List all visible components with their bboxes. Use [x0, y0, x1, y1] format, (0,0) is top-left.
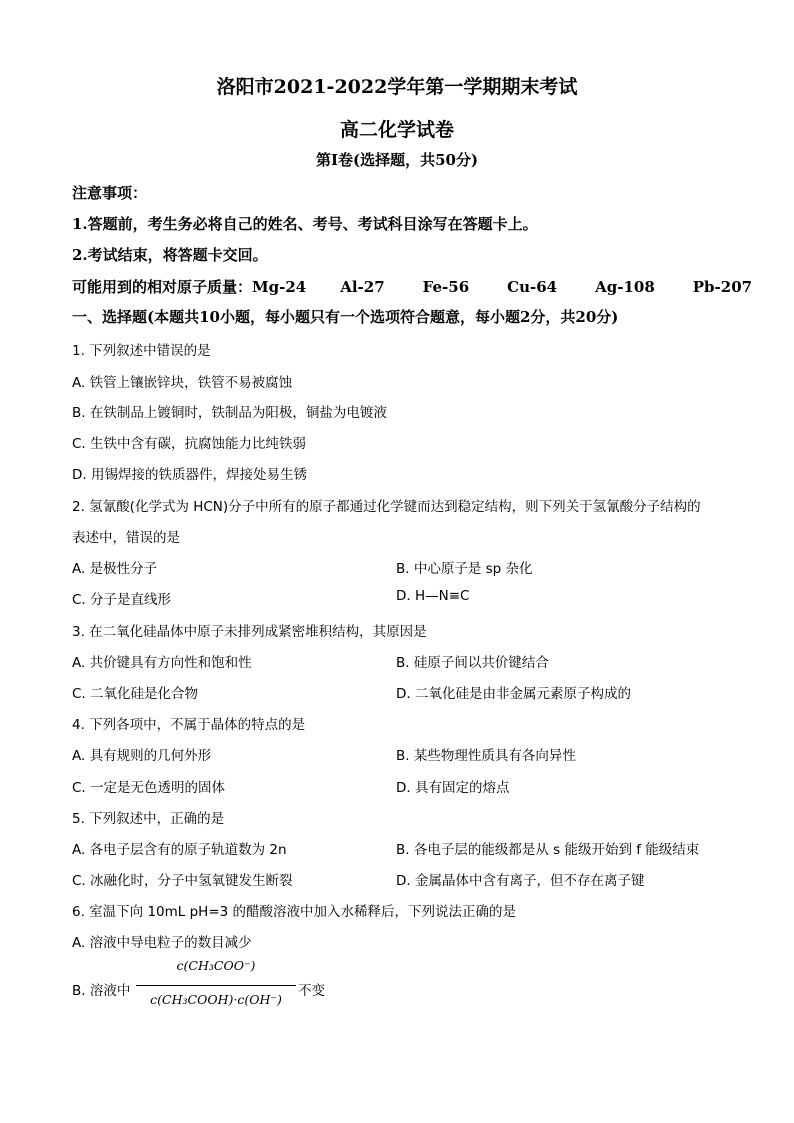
atomic-mass-value: Al-27	[340, 278, 385, 296]
question-4-option-b: B. 某些物理性质具有各向异性	[396, 748, 576, 764]
question-5-option-b: B. 各电子层的能级都是从 s 能级开始到 f 能级结束	[396, 842, 700, 858]
question-3-option-a: A. 共价键具有方向性和饱和性	[72, 655, 252, 671]
question-3-option-c: C. 二氧化硅是化合物	[72, 686, 199, 702]
question-1-option-d: D. 用锡焊接的铁质器件，焊接处易生锈	[72, 467, 307, 483]
notes-heading: 注意事项：	[72, 184, 148, 202]
question-2-option-b: B. 中心原子是 sp 杂化	[396, 561, 533, 577]
exam-title: 洛阳市2021-2022学年第一学期期末考试	[216, 76, 578, 98]
fraction-numerator: c(CH₃COO⁻)	[176, 958, 256, 973]
fraction-denominator: c(CH₃COOH)·c(OH⁻)	[150, 992, 282, 1007]
atomic-mass-value: Mg-24	[252, 278, 307, 296]
question-6-option-b-suffix: 不变	[298, 983, 325, 999]
notes-item-1: 1.答题前，考生务必将自己的姓名、考号、考试科目涂写在答题卡上。	[72, 215, 538, 233]
question-5-stem: 5. 下列叙述中，正确的是	[72, 811, 225, 827]
fraction-bar	[136, 985, 296, 986]
atomic-mass-value: Cu-64	[507, 278, 558, 296]
part1-heading: 一、选择题(本题共10小题，每小题只有一个选项符合题意，每小题2分，共20分)	[72, 308, 619, 326]
question-2-stem: 2. 氢氰酸(化学式为 HCN)分子中所有的原子都通过化学键而达到稳定结构，则下列关于氢氰酸分子结构的	[72, 499, 701, 515]
question-3-option-d: D. 二氧化硅是由非金属元素原子构成的	[396, 686, 631, 702]
exam-subtitle: 高二化学试卷	[339, 119, 454, 141]
atomic-mass-row	[72, 276, 752, 297]
question-2-option-a: A. 是极性分子	[72, 561, 158, 577]
question-5-option-d: D. 金属晶体中含有离子，但不存在离子键	[396, 873, 645, 889]
question-1-option-a: A. 铁管上镶嵌锌块，铁管不易被腐蚀	[72, 375, 293, 391]
fraction-expression	[136, 958, 296, 1016]
question-5-option-c: C. 冰融化时，分子中氢氧键发生断裂	[72, 873, 293, 889]
question-5-option-a: A. 各电子层含有的原子轨道数为 2n	[72, 842, 287, 858]
question-2-option-d: D. H—N≡C	[396, 588, 470, 604]
atomic-mass-value: Ag-108	[595, 278, 655, 296]
question-6-option-b-prefix: B. 溶液中	[72, 983, 131, 999]
atomic-mass-label: 可能用到的相对原子质量：	[72, 278, 253, 296]
section-heading: 第Ⅰ卷(选择题，共50分)	[315, 151, 479, 169]
question-1-option-c: C. 生铁中含有碳，抗腐蚀能力比纯铁弱	[72, 436, 307, 452]
atomic-mass-value: Pb-207	[692, 278, 753, 296]
question-6-option-a: A. 溶液中导电粒子的数目减少	[72, 935, 252, 951]
question-3-option-b: B. 硅原子间以共价键结合	[396, 655, 549, 671]
question-4-option-a: A. 具有规则的几何外形	[72, 748, 212, 764]
notes-item-2: 2.考试结束，将答题卡交回。	[72, 246, 268, 264]
question-1-option-b: B. 在铁制品上镀铜时，铁制品为阳极，铜盐为电镀液	[72, 405, 387, 421]
question-2-stem-cont: 表述中，错误的是	[72, 530, 180, 546]
question-4-stem: 4. 下列各项中，不属于晶体的特点的是	[72, 717, 306, 733]
atomic-mass-value: Fe-56	[422, 278, 470, 296]
question-3-stem: 3. 在二氧化硅晶体中原子未排列成紧密堆积结构，其原因是	[72, 624, 427, 640]
question-1-stem: 1. 下列叙述中错误的是	[72, 343, 211, 359]
question-2-option-c: C. 分子是直线形	[72, 592, 172, 608]
question-4-option-c: C. 一定是无色透明的固体	[72, 780, 226, 796]
question-4-option-d: D. 具有固定的熔点	[396, 780, 510, 796]
question-6-stem: 6. 室温下向 10mL pH=3 的醋酸溶液中加入水稀释后，下列说法正确的是	[72, 904, 517, 920]
